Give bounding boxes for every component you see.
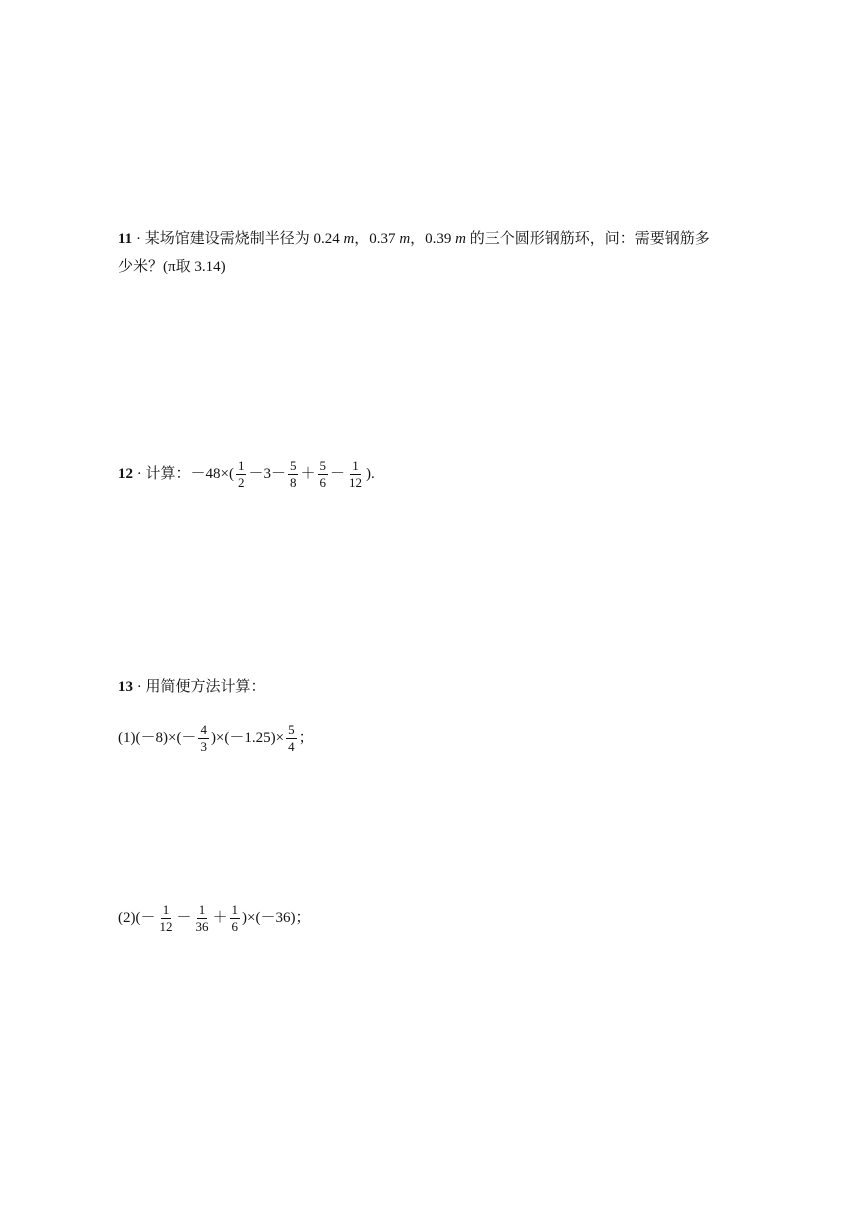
q12-f1-numerator: 1 — [237, 458, 245, 473]
q11-dot: · — [135, 231, 141, 247]
q12-f1-denominator: 2 — [237, 475, 245, 490]
q11-line1 — [118, 228, 710, 250]
q13-p1-f2-denominator: 4 — [288, 739, 295, 754]
q12-line — [118, 458, 375, 491]
q12-fraction-2 — [287, 458, 300, 491]
q13-title-line — [118, 676, 266, 698]
q12-op-2: ＋ — [300, 465, 316, 482]
q12-fraction-4 — [346, 458, 365, 491]
q13-p1-f2-numerator: 5 — [288, 722, 295, 737]
q13-part1-line — [118, 722, 314, 755]
q13-dot: · — [136, 679, 142, 695]
q12-f2-numerator: 5 — [289, 458, 297, 473]
q13-p1-suffix: ； — [298, 729, 314, 746]
q13-p2-f3-denominator: 6 — [231, 919, 239, 934]
q13-p2-f3-numerator: 1 — [231, 902, 239, 917]
q13-p1-fraction-2 — [285, 722, 298, 755]
q13-p2-f1-denominator: 12 — [159, 919, 173, 934]
q13-p1-f1-denominator: 3 — [200, 739, 207, 754]
q13-p1-f1-numerator: 4 — [200, 722, 207, 737]
q11-unit-2: m — [399, 231, 411, 247]
q13-p2-fraction-3 — [229, 902, 242, 935]
q12-f4-numerator: 1 — [352, 458, 359, 473]
q12-op-3: － — [330, 465, 346, 482]
q12-op-1: －3－ — [248, 465, 286, 482]
q12-fraction-1 — [235, 458, 248, 491]
q12-f3-numerator: 5 — [319, 458, 326, 473]
q13-p1-mid: )×(－1.25)× — [210, 729, 285, 746]
q13-p2-op-2: ＋ — [212, 909, 228, 926]
q11-text-line2: 少米？(π取 3.14) — [118, 259, 226, 275]
q11-unit-3: m — [455, 231, 467, 247]
q12-prefix: 计算：－48×( — [145, 465, 234, 482]
q11-number: 11 — [118, 231, 133, 247]
q12-number: 12 — [118, 465, 133, 482]
q11-text-b: 的三个圆形钢筋环，问：需要钢筋多 — [466, 231, 710, 247]
q11-line2 — [118, 256, 226, 278]
q11-sep-1: ，0.37 — [354, 231, 400, 247]
q13-p2-fraction-2 — [193, 902, 212, 935]
q13-p1-prefix: (1)(－8)×(－ — [118, 729, 197, 746]
q13-part2-line — [118, 902, 310, 935]
q12-f3-denominator: 6 — [319, 475, 326, 490]
q13-p2-f2-numerator: 1 — [198, 902, 206, 917]
q11-sep-2: ，0.39 — [410, 231, 456, 247]
q13-p2-fraction-1 — [157, 902, 176, 935]
q12-suffix: ). — [366, 465, 375, 482]
q13-p2-op-1: － — [176, 909, 192, 926]
q13-p2-prefix: (2)(－ — [118, 909, 156, 926]
q13-p2-suffix: )×(－36)； — [242, 909, 311, 926]
q13-title: 用简便方法计算： — [145, 679, 266, 695]
q13-p1-fraction-1 — [197, 722, 210, 755]
q13-number: 13 — [118, 679, 133, 695]
q11-unit-1: m — [343, 231, 355, 247]
q11-text-a: 某场馆建设需烧制半径为 0.24 — [144, 231, 344, 247]
q13-p2-f2-denominator: 36 — [195, 919, 209, 934]
q12-f4-denominator: 12 — [349, 475, 363, 490]
q12-dot: · — [136, 465, 142, 482]
q13-p2-f1-numerator: 1 — [162, 902, 170, 917]
q12-fraction-3 — [317, 458, 330, 491]
q12-f2-denominator: 8 — [289, 475, 297, 490]
